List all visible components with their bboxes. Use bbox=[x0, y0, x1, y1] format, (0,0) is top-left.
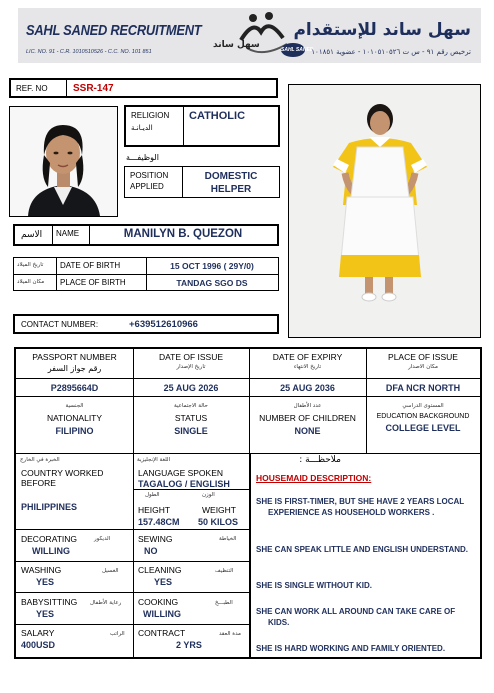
skill-cleaning-label: CLEANING bbox=[138, 565, 182, 575]
skill-washing-label-ar: الغسيل bbox=[102, 568, 119, 574]
skill-babysitting-label-ar: رعاية الأطفال bbox=[90, 600, 122, 606]
headshot-photo bbox=[9, 106, 118, 217]
remarks-label-ar: ملاحظـــة : bbox=[299, 455, 341, 465]
height-value: 157.48CM bbox=[138, 517, 180, 527]
weight-label: WEIGHT bbox=[202, 505, 236, 515]
status-label-ar: حالة الاجتماعية bbox=[174, 403, 208, 409]
position-value: DOMESTIC HELPER bbox=[204, 171, 258, 195]
skill-washing-value: YES bbox=[36, 577, 55, 587]
skill-decorating-label: DECORATING bbox=[21, 534, 78, 544]
skill-sewing-label-ar: الخياطة bbox=[219, 536, 237, 542]
skill-cooking-value: WILLING bbox=[143, 609, 181, 619]
name-value: MANILYN B. QUEZON bbox=[123, 228, 243, 240]
salary-label: SALARY bbox=[21, 628, 55, 638]
contact-label: CONTACT NUMBER: bbox=[21, 320, 99, 329]
contract-label-ar: مدة العقد bbox=[219, 631, 241, 637]
full-body-photo bbox=[288, 84, 481, 338]
status-value: SINGLE bbox=[174, 426, 208, 436]
passport-number: P2895664D bbox=[50, 383, 99, 393]
status-label: STATUS bbox=[174, 413, 208, 423]
description-item: SHE IS HARD WORKING AND FAMILY ORIENTED. bbox=[256, 644, 446, 653]
description-title: HOUSEMAID DESCRIPTION: bbox=[256, 473, 372, 483]
name-box bbox=[13, 224, 279, 246]
company-name-ar: سهل ساند للإستقدام bbox=[293, 20, 471, 40]
logo-text-ar: سهل ساند bbox=[213, 40, 260, 50]
ref-box bbox=[9, 78, 278, 98]
expiry-date-label-ar: تاريخ الانتهاء bbox=[293, 364, 322, 370]
issue-date: 25 AUG 2026 bbox=[163, 383, 219, 393]
education-label-ar: المستوى الدراسي bbox=[402, 403, 444, 409]
skill-decorating-label-ar: الديكور bbox=[94, 536, 111, 542]
children-label: NUMBER OF CHILDREN bbox=[259, 413, 356, 423]
contact-box bbox=[13, 314, 279, 334]
position-label: POSITION APPLIED bbox=[130, 171, 169, 191]
contract-value: 2 YRS bbox=[176, 640, 202, 650]
license-en: LIC. NO. 91 - C.R. 1010510526 - C.C. NO. 101 851 bbox=[26, 49, 152, 55]
contract-label: CONTRACT bbox=[138, 628, 186, 638]
skill-cleaning-label-ar: التنظيف bbox=[215, 568, 234, 574]
skill-washing-label: WASHING bbox=[21, 565, 62, 575]
salary-value: 400USD bbox=[21, 640, 56, 650]
language-label-ar: اللغة الإنجليزية bbox=[137, 457, 171, 463]
ref-value: SSR-147 bbox=[73, 83, 114, 94]
height-label-ar: الطول bbox=[145, 492, 160, 498]
skill-cleaning-value: YES bbox=[154, 577, 173, 587]
license-ar: ترخيص رقم ٩١ - س ت ١٠١٠٥١٠٥٢٦ - عضوية ١٠١٨٥١ bbox=[311, 48, 471, 56]
ref-label: REF. NO bbox=[16, 84, 48, 93]
dob-value: 15 OCT 1996 ( 29Y/0) bbox=[170, 261, 254, 271]
country-worked-value: PHILIPPINES bbox=[21, 502, 78, 512]
place-of-issue-label-ar: مكان الاصدار bbox=[408, 364, 438, 370]
nationality-label: NATIONALITY bbox=[46, 413, 103, 423]
children-value: NONE bbox=[294, 426, 321, 436]
religion-box bbox=[124, 105, 280, 147]
expiry-date-label: DATE OF EXPIRY bbox=[272, 352, 343, 362]
children-label-ar: عدد الأطفال bbox=[293, 403, 322, 409]
company-name-en: SAHL SANED RECRUITMENT bbox=[26, 22, 202, 39]
dob-label-ar: تاريخ الميلاد bbox=[17, 262, 44, 268]
pob-label: PLACE OF BIRTH bbox=[60, 278, 126, 287]
skill-decorating-value: WILLING bbox=[32, 546, 70, 556]
position-box bbox=[124, 166, 280, 198]
passport-number-label-ar: رقم جواز السفر bbox=[47, 364, 102, 373]
religion-label-ar: الديـانـة bbox=[131, 124, 153, 132]
religion-label: RELIGION bbox=[131, 111, 170, 120]
description-item: SHE CAN WORK ALL AROUND CAN TAKE CARE OF KIDS. bbox=[256, 607, 456, 627]
skill-cooking-label: COOKING bbox=[138, 597, 179, 607]
contact-value: +639512610966 bbox=[129, 319, 198, 330]
country-worked-label-ar: الخبرة في الخارج bbox=[20, 457, 60, 463]
name-label: NAME bbox=[56, 229, 80, 238]
issue-date-label: DATE OF ISSUE bbox=[158, 352, 224, 362]
weight-label-ar: الوزن bbox=[202, 492, 215, 498]
skill-sewing-value: NO bbox=[144, 546, 158, 556]
position-label-ar: الوظيفـــة bbox=[126, 153, 159, 162]
skill-cooking-label-ar: الطبـــخ bbox=[215, 600, 233, 606]
description-item: SHE IS SINGLE WITHOUT KID. bbox=[256, 581, 373, 590]
place-of-issue: DFA NCR NORTH bbox=[385, 383, 461, 393]
description-item: SHE CAN SPEAK LITTLE AND ENGLISH UNDERSTAND. bbox=[256, 545, 469, 554]
education-value: COLLEGE LEVEL bbox=[385, 423, 461, 433]
language-value: TAGALOG / ENGLISH bbox=[138, 479, 230, 489]
skill-babysitting-value: YES bbox=[36, 609, 55, 619]
expiry-date: 25 AUG 2036 bbox=[280, 383, 335, 393]
place-of-issue-label: PLACE OF ISSUE bbox=[388, 352, 458, 362]
weight-value: 50 KILOS bbox=[198, 517, 239, 527]
pob-label-ar: مكان الميلاد bbox=[17, 279, 45, 285]
details-table bbox=[14, 347, 482, 659]
education-label: EDUCATION BACKGROUND bbox=[376, 413, 470, 420]
country-worked-label: COUNTRY WORKED BEFORE bbox=[21, 468, 104, 488]
birth-box bbox=[13, 257, 279, 291]
skill-babysitting-label: BABYSITTING bbox=[21, 597, 78, 607]
skill-sewing-label: SEWING bbox=[138, 534, 173, 544]
dob-label: DATE OF BIRTH bbox=[60, 261, 121, 270]
language-label: LANGUAGE SPOKEN bbox=[138, 468, 224, 478]
logo-text-en: SAHL SANED bbox=[281, 47, 314, 53]
passport-number-label: PASSPORT NUMBER bbox=[32, 352, 117, 362]
religion-value: CATHOLIC bbox=[189, 110, 246, 122]
name-label-ar: الاسم bbox=[21, 230, 43, 240]
height-label: HEIGHT bbox=[138, 505, 171, 515]
nationality-label-ar: الجنسية bbox=[65, 403, 84, 409]
pob-value: TANDAG SGO DS bbox=[176, 278, 248, 288]
issue-date-label-ar: تاريخ الإصدار bbox=[176, 364, 206, 370]
letterhead bbox=[18, 8, 481, 63]
nationality-value: FILIPINO bbox=[55, 426, 94, 436]
description-item: SHE IS FIRST-TIMER, BUT SHE HAVE 2 YEARS LOCAL EXPERIENCE AS HOUSEHOLD WORKERS . bbox=[256, 497, 465, 517]
salary-label-ar: الراتب bbox=[110, 631, 125, 637]
